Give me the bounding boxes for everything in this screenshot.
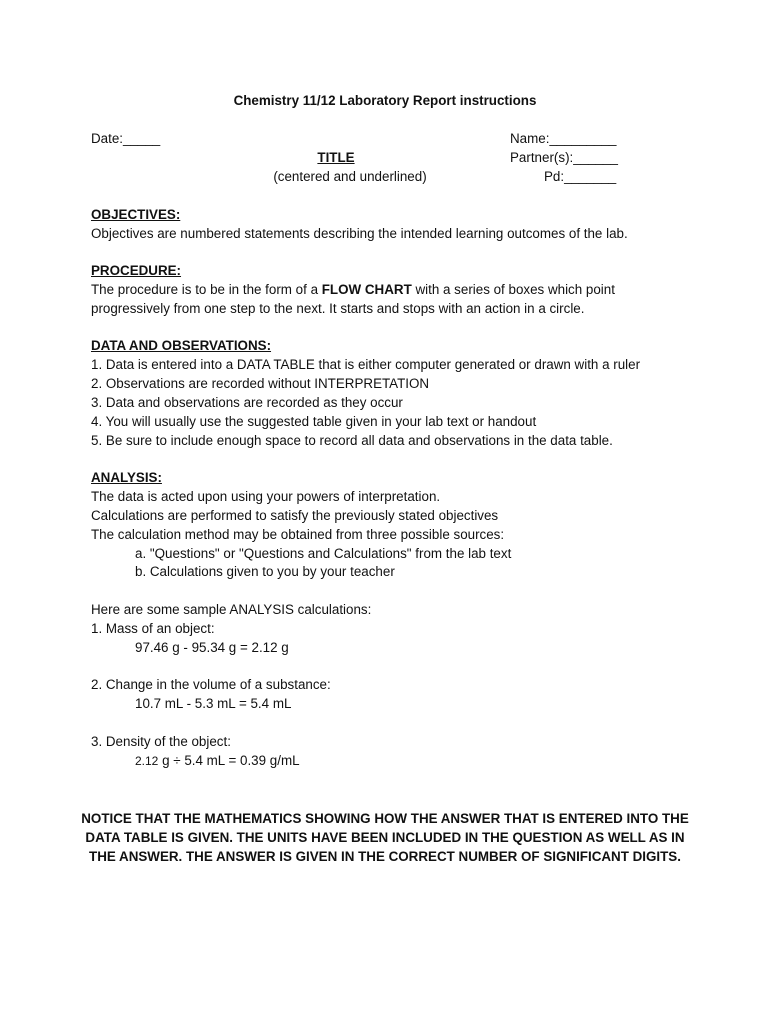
flow-chart-emphasis: FLOW CHART (321, 282, 412, 297)
data-item: 2. Observations are recorded without INTERPRETATION (91, 376, 430, 391)
procedure-heading: PROCEDURE: (91, 263, 182, 278)
analysis-heading: ANALYSIS: (91, 470, 162, 485)
samples-intro: Here are some sample ANALYSIS calculations: (91, 602, 372, 617)
analysis-source: a. "Questions" or "Questions and Calculations" from the lab text (135, 546, 512, 561)
sample-calculation-mass: 2.12 (135, 754, 159, 768)
sample-calculation: 97.46 g - 95.34 g = 2.12 g (135, 640, 289, 655)
title-placeholder: TITLE (317, 150, 355, 165)
procedure-line-1 (91, 283, 615, 296)
procedure-line-1-pre: The procedure is to be in the form of a (91, 282, 322, 297)
name-field: Name:_________ (510, 131, 617, 146)
objectives-heading: OBJECTIVES: (91, 207, 181, 222)
analysis-source: b. Calculations given to you by your teacher (135, 564, 395, 579)
sample-label: 2. Change in the volume of a substance: (91, 677, 331, 692)
procedure-line-1-post: with a series of boxes which point (411, 282, 615, 297)
sample-label: 1. Mass of an object: (91, 621, 215, 636)
data-item: 4. You will usually use the suggested table given in your lab text or handout (91, 414, 537, 429)
document-title: Chemistry 11/12 Laboratory Report instructions (233, 93, 537, 108)
date-field: Date:_____ (91, 131, 161, 146)
period-field: Pd:_______ (544, 169, 617, 184)
analysis-line: The calculation method may be obtained from three possible sources: (91, 527, 505, 542)
data-item: 3. Data and observations are recorded as they occur (91, 395, 403, 410)
procedure-line-2: progressively from one step to the next. It starts and stops with an action in a circle. (91, 301, 585, 316)
data-observations-heading: DATA AND OBSERVATIONS: (91, 338, 272, 353)
notice-paragraph: NOTICE THAT THE MATHEMATICS SHOWING HOW THE ANSWER THAT IS ENTERED INTO THE DATA TABLE IS GIVEN. THE UNITS HAVE BEEN INCLUDED IN THE QUESTION AS WELL AS IN THE ANSWER. THE ANSWER IS GIVEN IN THE CORRECT NUMBER OF SIGNIFICANT DIGITS. (81, 811, 689, 864)
sample-calculation: 10.7 mL - 5.3 mL = 5.4 mL (135, 696, 292, 711)
data-item: 5. Be sure to include enough space to record all data and observations in the data table. (91, 433, 613, 448)
data-item: 1. Data is entered into a DATA TABLE that is either computer generated or drawn with a ruler (91, 357, 641, 372)
objectives-text: Objectives are numbered statements describing the intended learning outcomes of the lab. (91, 226, 628, 241)
sample-calculation-rest: g ÷ 5.4 mL = 0.39 g/mL (158, 753, 300, 768)
analysis-line: The data is acted upon using your powers of interpretation. (91, 489, 441, 504)
analysis-line: Calculations are performed to satisfy the previously stated objectives (91, 508, 499, 523)
sample-calculation (135, 754, 300, 767)
sample-label: 3. Density of the object: (91, 734, 231, 749)
title-note: (centered and underlined) (273, 169, 427, 184)
partners-field: Partner(s):______ (510, 150, 618, 165)
